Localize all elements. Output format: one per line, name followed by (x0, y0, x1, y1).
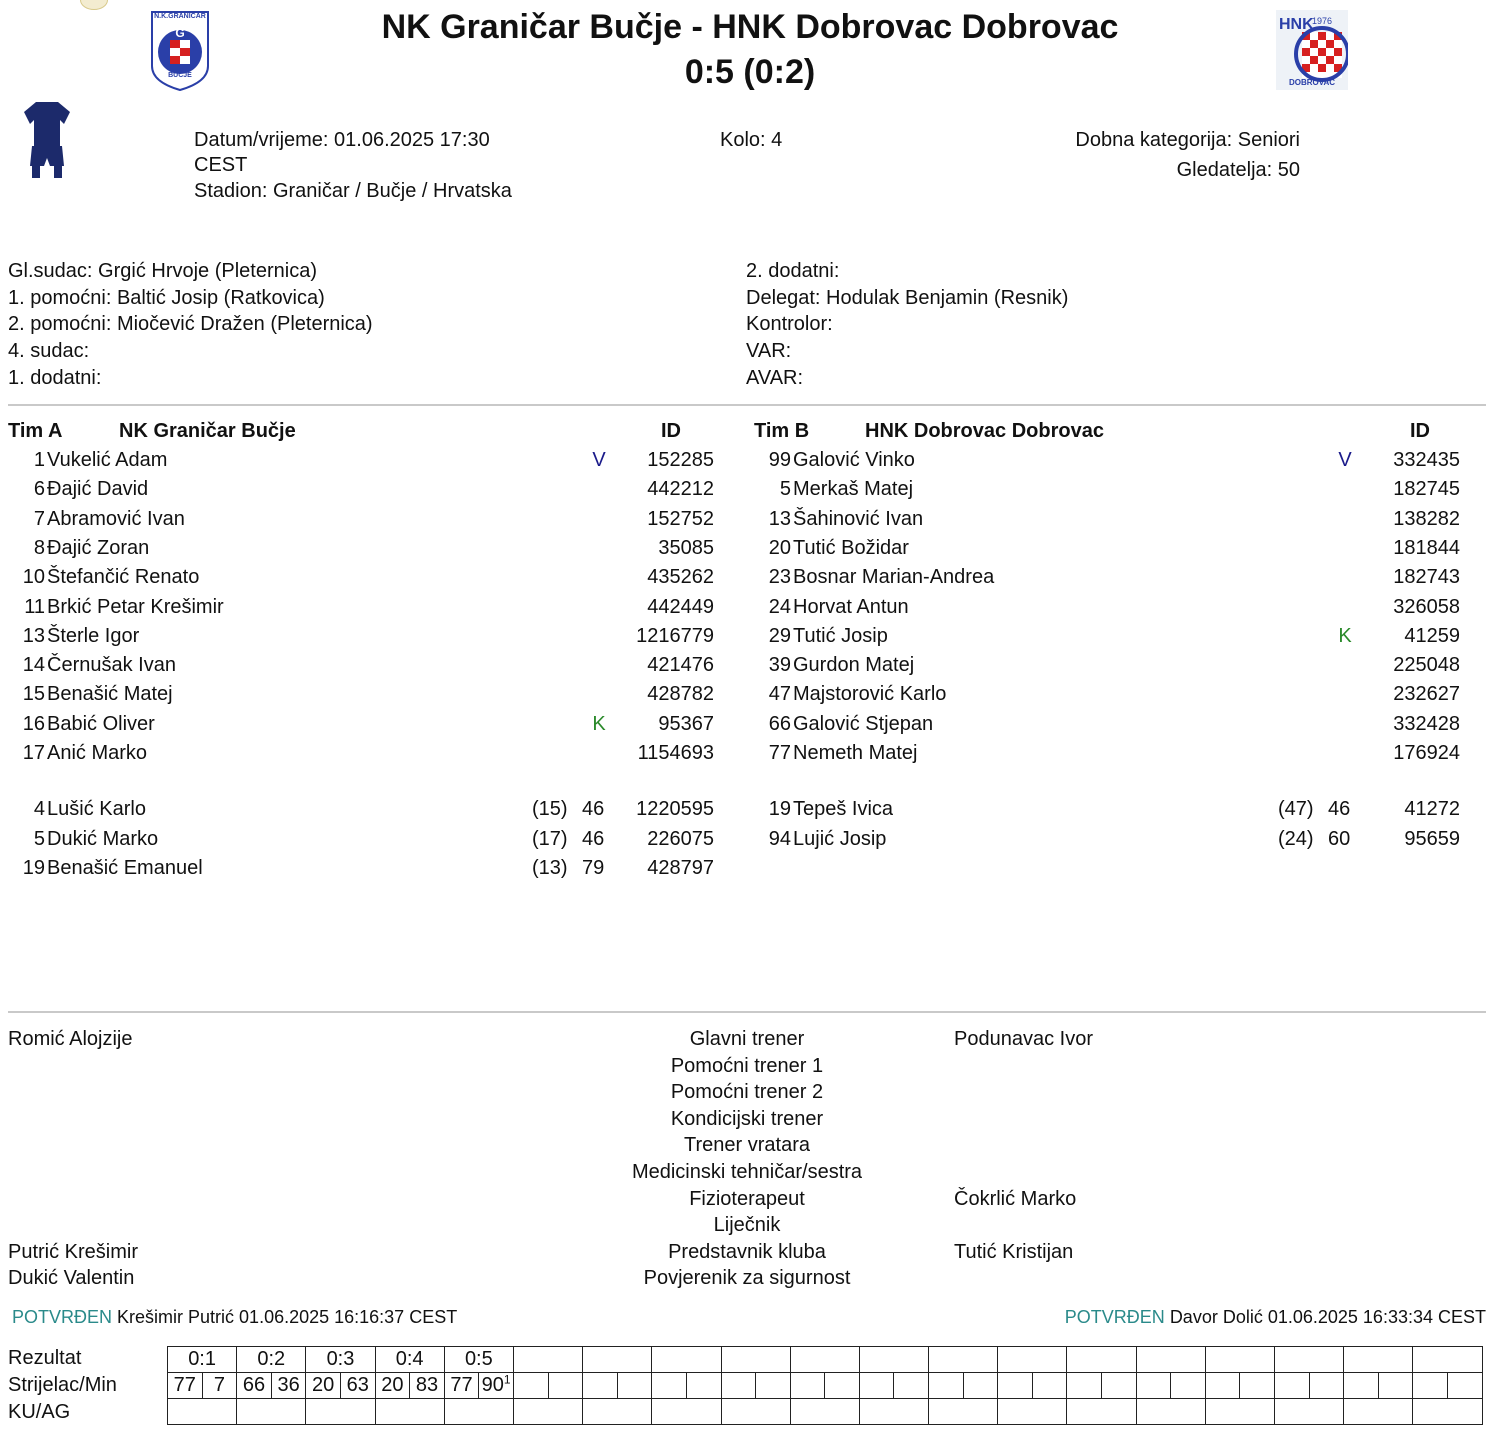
player-name: Tutić Božidar (793, 536, 909, 559)
player-row (7, 651, 727, 680)
substitute-row (7, 795, 727, 824)
ku-ag-cell (1413, 1399, 1482, 1425)
player-name: Bosnar Marian-Andrea (793, 566, 995, 589)
player-number: 23 (768, 566, 791, 589)
player-row (7, 475, 727, 504)
ku-ag-cell (444, 1399, 513, 1425)
scorer-player-cell: 77 (168, 1373, 203, 1399)
scorer-minute-cell: 7 (202, 1373, 237, 1399)
player-number: 66 (768, 712, 791, 735)
replaced-player: (24) (1278, 827, 1314, 850)
player-id: 182745 (1393, 478, 1460, 501)
scorer-minute-cell (1102, 1373, 1137, 1399)
scorer-player-cell (859, 1373, 894, 1399)
home-logo-top-text: N.K.GRANIČAR (154, 13, 206, 20)
substitute-row (753, 825, 1473, 854)
score-grid (167, 1346, 1483, 1425)
away-team-logo (1276, 10, 1348, 90)
ku-ag-cell (1067, 1399, 1136, 1425)
controller: Kontrolor: (746, 313, 833, 335)
ku-ag-cell (375, 1399, 444, 1425)
away-staff-name: Tutić Kristijan (954, 1240, 1074, 1263)
match-timezone: CEST (194, 154, 248, 176)
player-row (7, 622, 727, 651)
player-name: Benašić Matej (47, 683, 173, 706)
player-number: 5 (779, 478, 791, 501)
player-row (7, 739, 727, 768)
match-title: NK Graničar Bučje - HNK Dobrovac Dobrovac (381, 8, 1119, 46)
referee-fourth: 4. sudac: (8, 340, 90, 362)
result-cell (652, 1347, 721, 1373)
ku-ag-cell (929, 1399, 998, 1425)
result-cell: 0:2 (237, 1347, 306, 1373)
player-row (753, 593, 1473, 622)
player-row (753, 680, 1473, 709)
player-row (753, 475, 1473, 504)
player-id: 41272 (1404, 798, 1460, 820)
player-id: 176924 (1393, 742, 1460, 764)
staff-role: Medicinski tehničar/sestra (631, 1161, 863, 1183)
player-row (7, 593, 727, 622)
player-id: 428797 (647, 857, 714, 879)
ku-ag-cell (790, 1399, 859, 1425)
home-confirmation (12, 1305, 457, 1329)
referee-gl: Gl.sudac: Grgić Hrvoje (Pleternica) (8, 260, 317, 282)
player-row (753, 505, 1473, 534)
player-id: 182743 (1393, 566, 1460, 589)
result-cell (583, 1347, 652, 1373)
away-logo-bottom-text: DOBROVAC (1288, 78, 1336, 87)
ku-ag-cell (306, 1399, 375, 1425)
result-cell (998, 1347, 1067, 1373)
age-category: Dobna kategorija: Seniori (1075, 129, 1300, 151)
result-cell (1205, 1347, 1274, 1373)
replaced-player: (47) (1278, 798, 1314, 820)
replaced-player: (13) (532, 857, 568, 879)
player-name: Gurdon Matej (793, 654, 915, 677)
result-cell (1413, 1347, 1482, 1373)
player-number: 39 (768, 654, 791, 677)
player-name: Vukelić Adam (47, 449, 168, 471)
sub-minute: 79 (582, 857, 605, 879)
home-logo-letter: G (175, 26, 185, 40)
player-id: 41259 (1404, 624, 1460, 647)
ku-ag-cell (513, 1399, 582, 1425)
home-staff-name: Romić Alojzije (8, 1028, 133, 1050)
player-name: Tepeš Ivica (793, 798, 894, 820)
scorer-minute-cell (1378, 1373, 1413, 1399)
player-row (753, 651, 1473, 680)
player-id: 421476 (647, 654, 714, 677)
player-row (7, 710, 727, 739)
player-number: 13 (768, 507, 791, 530)
scorer-player-cell (721, 1373, 756, 1399)
ku-ag-cell (1275, 1399, 1344, 1425)
staff-role: Povjerenik za sigurnost (643, 1267, 851, 1290)
player-name: Benašić Emanuel (47, 857, 203, 879)
player-number: 13 (22, 624, 45, 647)
home-confirmation-status: POTVRĐEN (12, 1307, 113, 1327)
scorer-player-cell: 66 (237, 1373, 272, 1399)
player-number: 1 (33, 449, 45, 471)
substitute-row (753, 795, 1473, 824)
player-row (753, 739, 1473, 768)
ku-ag-cell (859, 1399, 928, 1425)
scorer-player-cell (929, 1373, 964, 1399)
result-cell (1275, 1347, 1344, 1373)
player-row (7, 446, 727, 475)
goalkeeper-marker: V (592, 449, 606, 471)
team-b-name: HNK Dobrovac Dobrovac (865, 420, 1104, 442)
result-cell: 0:5 (444, 1347, 513, 1373)
scorer-player-cell (583, 1373, 618, 1399)
staff-role: Predstavnik kluba (668, 1240, 826, 1263)
home-logo-bottom-text: BUČJE (168, 72, 192, 79)
player-number: 11 (24, 595, 45, 618)
ku-ag-cell (168, 1399, 237, 1425)
player-id: 442449 (647, 595, 714, 618)
scorer-row (168, 1373, 1483, 1399)
ku-ag-cell (1205, 1399, 1274, 1425)
player-name: Babić Oliver (47, 712, 155, 735)
result-cell: 0:4 (375, 1347, 444, 1373)
ku-ag-cell (721, 1399, 790, 1425)
player-id: 1220595 (636, 798, 714, 820)
result-cell (929, 1347, 998, 1373)
scorer-player-cell (1067, 1373, 1102, 1399)
player-id: 95659 (1404, 827, 1460, 850)
scorer-player-cell (652, 1373, 687, 1399)
referee-additional-2: 2. dodatni: (746, 260, 840, 282)
player-id: 138282 (1393, 507, 1460, 530)
scorer-player-cell: 77 (444, 1373, 479, 1399)
sub-minute: 46 (582, 827, 605, 850)
scorer-minute-cell (548, 1373, 583, 1399)
player-number: 8 (33, 536, 45, 559)
sub-minute: 46 (1328, 798, 1351, 820)
player-id: 152285 (647, 449, 714, 471)
result-cell (721, 1347, 790, 1373)
result-cell (1344, 1347, 1413, 1373)
result-cell: 0:1 (168, 1347, 237, 1373)
scorer-minute-cell: $90^1$ (479, 1373, 514, 1399)
player-row (753, 534, 1473, 563)
replaced-player: (17) (532, 827, 568, 850)
result-cell (513, 1347, 582, 1373)
substitute-row (7, 854, 727, 883)
player-id: 226075 (647, 827, 714, 850)
team-a-id-header: ID (661, 420, 681, 442)
scorer-player-cell (998, 1373, 1033, 1399)
staff-role: Trener vratara (684, 1134, 810, 1157)
player-id: 181844 (1393, 536, 1460, 559)
scorer-minute-cell: 83 (410, 1373, 445, 1399)
scorer-minute-cell (1447, 1373, 1482, 1399)
result-cell (1136, 1347, 1205, 1373)
scorer-minute-cell (1240, 1373, 1275, 1399)
player-number: 17 (22, 742, 45, 764)
player-number: 15 (22, 683, 45, 706)
staff-role: Liječnik (713, 1214, 781, 1237)
player-number: 19 (22, 857, 45, 879)
player-id: 332435 (1393, 449, 1460, 471)
result-cell (859, 1347, 928, 1373)
player-name: Tutić Josip (793, 624, 888, 647)
player-number: 29 (768, 624, 791, 647)
player-number: 99 (768, 449, 791, 471)
home-kit-icon (22, 100, 72, 180)
player-number: 16 (22, 712, 45, 735)
referee-assistant-2: 2. pomoćni: Miočević Dražen (Pleternica) (8, 313, 373, 335)
scorer-player-cell (1136, 1373, 1171, 1399)
team-a-label: Tim A (8, 420, 63, 442)
result-cell (1067, 1347, 1136, 1373)
avar: AVAR: (746, 367, 804, 389)
player-number: 47 (768, 683, 791, 706)
scorer-minute-cell (1032, 1373, 1067, 1399)
result-cell (790, 1347, 859, 1373)
scorer-minute-cell (894, 1373, 929, 1399)
staff-role: Kondicijski trener (670, 1107, 824, 1130)
player-id: 232627 (1393, 683, 1460, 706)
player-id: 428782 (647, 683, 714, 706)
ku-ag-cell (652, 1399, 721, 1425)
score-label-scorer: Strijelac/Min (8, 1374, 117, 1396)
scorer-minute-cell (686, 1373, 721, 1399)
player-number: 94 (768, 827, 791, 850)
spectators: Gledatelja: 50 (1176, 159, 1300, 181)
match-score: 0:5 (0:2) (684, 53, 816, 91)
scorer-minute-cell: 36 (271, 1373, 306, 1399)
player-name: Šahinović Ivan (793, 507, 924, 530)
scorer-player-cell (790, 1373, 825, 1399)
scorer-player-cell (1205, 1373, 1240, 1399)
divider (8, 404, 1486, 406)
scorer-minute-cell (1309, 1373, 1344, 1399)
scorer-player-cell (513, 1373, 548, 1399)
player-id: 435262 (647, 566, 714, 589)
player-id: 326058 (1393, 595, 1460, 618)
away-confirmation (1065, 1305, 1486, 1329)
player-name: Đajić Zoran (47, 536, 150, 559)
staff-role: Fizioterapeut (689, 1187, 805, 1210)
var: VAR: (746, 340, 792, 362)
staff-role: Pomoćni trener 1 (670, 1054, 824, 1077)
player-name: Majstorović Karlo (793, 683, 947, 706)
player-row (7, 534, 727, 563)
ku-ag-cell (1344, 1399, 1413, 1425)
staff-role: Pomoćni trener 2 (670, 1081, 824, 1104)
ku-ag-cell (998, 1399, 1067, 1425)
player-row (753, 446, 1473, 475)
staff-role: Glavni trener (689, 1028, 805, 1050)
match-stadium: Stadion: Graničar / Bučje / Hrvatska (194, 180, 512, 202)
scorer-player-cell: 20 (375, 1373, 410, 1399)
player-id: 95367 (658, 712, 714, 735)
player-name: Šterle Igor (47, 624, 140, 647)
scorer-minute-cell (756, 1373, 791, 1399)
scorer-player-cell (1413, 1373, 1448, 1399)
player-id: 225048 (1393, 654, 1460, 677)
player-name: Černušak Ivan (47, 654, 176, 677)
replaced-player: (15) (532, 798, 568, 820)
team-b-label: Tim B (754, 420, 810, 442)
player-name: Dukić Marko (47, 827, 159, 850)
home-confirmation-text: Krešimir Putrić 01.06.2025 16:16:37 CEST (117, 1307, 458, 1327)
match-round: Kolo: 4 (720, 129, 783, 151)
referee-additional-1: 1. dodatni: (8, 367, 102, 389)
player-row (753, 710, 1473, 739)
player-row (753, 622, 1473, 651)
player-name: Štefančić Renato (47, 566, 200, 589)
away-confirmation-status: POTVRĐEN (1064, 1307, 1165, 1327)
score-table (167, 1346, 1483, 1425)
player-name: Lušić Karlo (47, 798, 146, 820)
extra-time: 1 (503, 1372, 511, 1387)
scorer-minute-cell (825, 1373, 860, 1399)
scorer-minute-cell (1171, 1373, 1206, 1399)
player-number: 14 (22, 654, 45, 677)
home-staff-name: Putrić Krešimir (8, 1240, 139, 1263)
scorer-minute-cell (963, 1373, 998, 1399)
scorer-minute-cell (617, 1373, 652, 1399)
away-staff-name: Čokrlić Marko (954, 1187, 1077, 1210)
scorer-minute-cell: 63 (340, 1373, 375, 1399)
player-name: Merkaš Matej (793, 478, 914, 501)
player-row (7, 680, 727, 709)
sub-minute: 46 (582, 798, 605, 820)
team-b-id-header: ID (1410, 420, 1430, 442)
player-number: 20 (768, 536, 791, 559)
player-name: Nemeth Matej (793, 742, 918, 764)
player-number: 77 (768, 742, 791, 764)
ku-ag-row (168, 1399, 1483, 1425)
player-number: 24 (768, 595, 791, 618)
player-row (7, 505, 727, 534)
player-id: 1216779 (636, 624, 714, 647)
player-name: Brkić Petar Krešimir (47, 595, 224, 618)
match-datetime: Datum/vrijeme: 01.06.2025 17:30 (194, 129, 490, 151)
player-number: 10 (22, 566, 45, 589)
player-name: Galović Stjepan (793, 712, 934, 735)
substitute-row (7, 825, 727, 854)
away-staff-name: Podunavac Ivor (954, 1028, 1093, 1050)
player-name: Anić Marko (47, 742, 148, 764)
scorer-player-cell (1275, 1373, 1310, 1399)
away-confirmation-text: Davor Dolić 01.06.2025 16:33:34 CEST (1169, 1307, 1486, 1327)
divider (8, 1011, 1486, 1013)
scorer-player-cell: 20 (306, 1373, 341, 1399)
player-number: 4 (33, 798, 45, 820)
player-number: 5 (33, 827, 45, 850)
score-label-result: Rezultat (8, 1347, 82, 1369)
player-id: 1154693 (637, 742, 714, 764)
away-logo-top-text: HNK (1279, 16, 1314, 33)
player-id: 442212 (647, 478, 714, 501)
goalkeeper-marker: V (1338, 449, 1352, 471)
result-row (168, 1347, 1483, 1373)
player-row (7, 563, 727, 592)
player-id: 35085 (658, 536, 714, 559)
player-name: Abramović Ivan (47, 507, 185, 530)
delegate: Delegat: Hodulak Benjamin (Resnik) (746, 287, 1069, 309)
player-id: 152752 (647, 507, 714, 530)
ku-ag-cell (237, 1399, 306, 1425)
result-cell: 0:3 (306, 1347, 375, 1373)
ku-ag-cell (1136, 1399, 1205, 1425)
score-label-ku-ag: KU/AG (8, 1401, 71, 1423)
player-number: 6 (33, 478, 45, 501)
sub-minute: 60 (1328, 827, 1351, 850)
player-number: 19 (768, 798, 791, 820)
player-number: 7 (33, 507, 45, 530)
scorer-player-cell (1344, 1373, 1379, 1399)
player-name: Galović Vinko (793, 449, 915, 471)
captain-marker: K (592, 712, 606, 735)
player-name: Đajić David (47, 478, 149, 501)
player-id: 332428 (1393, 712, 1460, 735)
away-logo-year: 1976 (1312, 16, 1333, 26)
home-staff-name: Dukić Valentin (8, 1267, 135, 1290)
player-name: Lujić Josip (793, 827, 887, 850)
referee-assistant-1: 1. pomoćni: Baltić Josip (Ratkovica) (8, 287, 325, 309)
player-row (753, 563, 1473, 592)
ku-ag-cell (583, 1399, 652, 1425)
captain-marker: K (1338, 624, 1352, 647)
player-name: Horvat Antun (793, 595, 909, 618)
team-a-name: NK Graničar Bučje (119, 420, 296, 442)
